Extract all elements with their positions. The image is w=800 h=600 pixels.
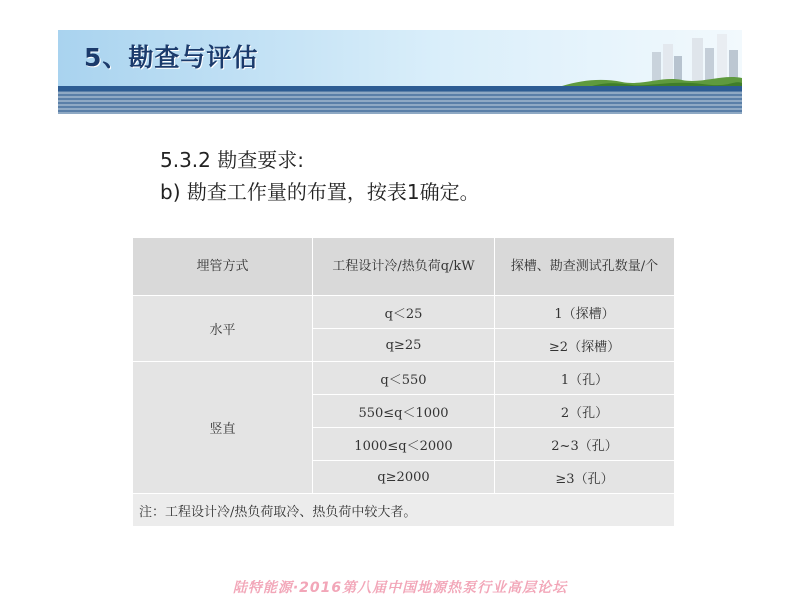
section-heading: 5.3.2 勘查要求: bbox=[160, 148, 304, 172]
count-cell: 1（探槽） bbox=[495, 296, 675, 329]
method-cell-vertical: 竖直 bbox=[133, 362, 313, 494]
header-banner bbox=[58, 30, 742, 114]
section-description: b) 勘查工作量的布置，按表1确定。 bbox=[160, 180, 480, 204]
count-cell: ≥3（孔） bbox=[495, 461, 675, 494]
load-cell: q≥2000 bbox=[313, 461, 495, 494]
table-note-row bbox=[133, 494, 675, 527]
footer-caption: 陆特能源·2016第八届中国地源热泵行业高层论坛 bbox=[232, 580, 568, 596]
load-cell: q≥25 bbox=[313, 329, 495, 362]
count-cell: 2~3（孔） bbox=[495, 428, 675, 461]
header-cell-count: 探槽、勘查测试孔数量/个 bbox=[495, 238, 675, 296]
table-header-row bbox=[133, 238, 675, 296]
method-cell-horizontal: 水平 bbox=[133, 296, 313, 362]
page-title: 5、勘查与评估 bbox=[84, 43, 259, 72]
header-cell-load: 工程设计冷/热负荷q/kW bbox=[313, 238, 495, 296]
banner-stripes bbox=[58, 86, 742, 114]
load-cell: q＜25 bbox=[313, 296, 495, 329]
table-row bbox=[133, 296, 675, 329]
table-row bbox=[133, 362, 675, 395]
load-cell: q＜550 bbox=[313, 362, 495, 395]
survey-workload-table bbox=[132, 237, 675, 527]
header-cell-method: 埋管方式 bbox=[133, 238, 313, 296]
load-cell: 1000≤q＜2000 bbox=[313, 428, 495, 461]
count-cell: 1（孔） bbox=[495, 362, 675, 395]
load-cell: 550≤q＜1000 bbox=[313, 395, 495, 428]
count-cell: ≥2（探槽） bbox=[495, 329, 675, 362]
table-note: 注：工程设计冷/热负荷取冷、热负荷中较大者。 bbox=[133, 494, 675, 527]
count-cell: 2（孔） bbox=[495, 395, 675, 428]
city-skyline-image bbox=[562, 30, 742, 90]
